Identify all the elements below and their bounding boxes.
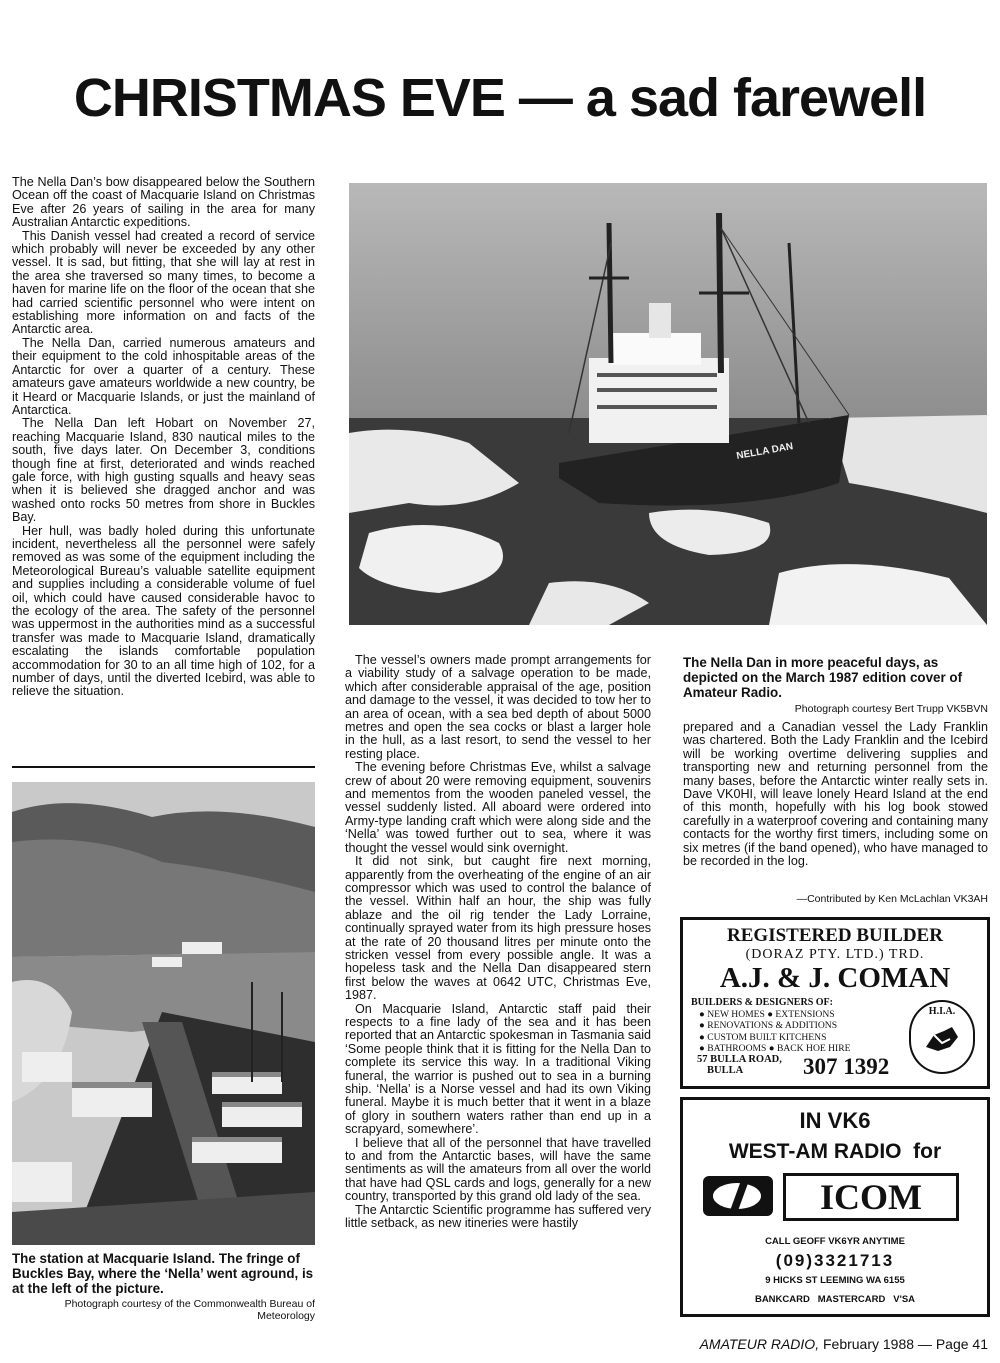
- paragraph: The vessel’s owners made prompt arrangements for a viability study of a salvage operation to be made, which after considerable appraisal of the age, position and damage to the vessel, it was decided to tow her to an area of ocean, with a sea bed depth of about 5000 metres and open the sea cocks or blast a larger hole in the hull, as a last resort, to send the vessel to her resting place.: [345, 653, 651, 761]
- paragraph: The Antarctic Scientific programme has suffered very little setback, as new itineries were hastily: [345, 1202, 651, 1231]
- service-item: ● NEW HOMES ● EXTENSIONS: [699, 1009, 835, 1020]
- advert-call-line: CALL GEOFF VK6YR ANYTIME: [765, 1236, 905, 1247]
- paragraph: This Danish vessel had created a record of service which probably will never be exceeded by any other vessel. It is sad, but fitting, that she will lay at rest in the area she traversed so many times, to become a haven for marine life on the floor of the ocean that she had carried scientific personnel who were intent on establishing more information on and facts of the Antarctic area.: [12, 228, 315, 337]
- advert-company: (DORAZ PTY. LTD.) TRD.: [745, 947, 925, 962]
- headline: CHRISTMAS EVE — a sad farewell: [73, 68, 927, 128]
- paragraph: On Macquarie Island, Antarctic staff paid their respects to a fine lady of the sea and it has been reported that an Antarctic spokesman in Tasmania said ‘Some people think that it is fitting for the Nella Dan to complete its service this way. In a traditional Viking funeral, the warrior is pushed out to sea in a burning ship. ‘Nella’ is a Norse vessel and had its own Viking funeral. Maybe it is much better that it went in a blaze of glory in southern waters rather than end up in a scrapyard, somewhere’.: [345, 1001, 651, 1137]
- paragraph: I believe that all of the personnel that have travelled to and from the Antarctic bases, will have the same sentiments as will the amateurs from all over the world that have had QSL cards and logs, generally for a new country, transported by this grand old lady of the sea.: [345, 1135, 651, 1204]
- advert-tagline: BUILDERS & DESIGNERS OF:: [691, 997, 833, 1008]
- handshake-icon: [922, 1017, 962, 1057]
- icom-brand: ICOM: [783, 1173, 959, 1221]
- paragraph: It did not sink, but caught fire next morning, apparently from the overheating of the engine of an air compressor which was used to control the balance of the vessel. Within half an hour, the ship was fully ablaze and the oil rig tender the Lady Lorraine, continually sprayed water from its high pressure hoses at the rate of 20 thousand litres per minute onto the stricken vessel from every possible angle. It was a hopeless task and the Nella Dan disappeared stern first below the waves at 0642 UTC, Christmas Eve, 1987.: [345, 854, 651, 1003]
- radio-dealer-advert: [680, 1097, 990, 1317]
- ship-hull-name: NELLA DAN: [735, 441, 795, 462]
- advert-cards: BANKCARD MASTERCARD V'SA: [754, 1294, 916, 1305]
- article-column-2: [345, 654, 651, 1230]
- hia-badge-label: H.I.A.: [928, 1006, 956, 1017]
- paragraph: prepared and a Canadian vessel the Lady Franklin was chartered. Both the Lady Franklin and the Icebird will be working overtime delivering supplies and transporting new and returning personnel from the many bases, before the Antarctic winter really sets in. Dave VK0HI, will leave lonely Heard Island at the end of this month, hopefully with his log book stowed carefully in a waterproof covering and containing many contacts for the worthy first timers, including some on six metres (if the band opened), who have managed to be recorded in the log.: [683, 720, 988, 869]
- icom-symbol-icon: [703, 1176, 773, 1216]
- advert-dealer-phone: (09)3321713: [775, 1251, 895, 1270]
- advert-phone: 307 1392: [803, 1054, 890, 1079]
- article-column-1: [12, 176, 315, 699]
- advert-address: [697, 1054, 782, 1076]
- icom-logo: [683, 1172, 987, 1222]
- service-item: ● CUSTOM BUILT KITCHENS: [699, 1031, 827, 1043]
- service-item: ● BATHROOMS ● BACK HOE HIRE: [699, 1042, 851, 1054]
- ship-photo: [349, 183, 987, 625]
- builder-advert: [680, 917, 990, 1089]
- ship-photo-caption: The Nella Dan in more peaceful days, as depicted on the March 1987 edition cover of Amateur Radio.: [683, 655, 963, 700]
- paragraph: The Nella Dan’s bow disappeared below the Southern Ocean off the coast of Macquarie Island on Christmas Eve after 26 years of sailing in the area for many Australian Antarctic expeditions.: [12, 175, 315, 230]
- paragraph: The evening before Christmas Eve, whilst a salvage crew of about 20 were removing equipment, souvenirs and mementos from the wooden paneled vessel, the vessel suddenly listed. All aboard were ordered into Army-type landing craft which were along side and the ‘Nella’ was towed further out to sea, where it was thought the vessel would sink overnight.: [345, 760, 651, 855]
- footer-page-number: Page 41: [935, 1336, 988, 1352]
- article-column-3: [683, 721, 988, 868]
- advert-dealer-address: 9 HICKS ST LEEMING WA 6155: [765, 1275, 905, 1286]
- byline: —Contributed by Ken McLachlan VK3AH: [796, 893, 988, 905]
- address-line: BULLA: [707, 1065, 744, 1076]
- page-footer: [700, 1336, 988, 1352]
- advert-region: IN VK6: [799, 1108, 871, 1133]
- advert-services: [699, 1009, 851, 1054]
- station-photo: [12, 782, 315, 1245]
- advert-builder-name: A.J. & J. COMAN: [719, 962, 951, 994]
- footer-magazine: AMATEUR RADIO,: [699, 1336, 820, 1352]
- hia-badge: [909, 1000, 975, 1074]
- footer-date: February 1988 —: [822, 1336, 932, 1352]
- paragraph: The Nella Dan left Hobart on November 27, reaching Macquarie Island, 830 nautical miles to the south, five days later. On December 3, conditions though fine at first, deteriorated and winds reached gale force, with high gusting squalls and heavy seas when it is believed she dragged anchor and was washed onto rocks 50 metres from shore in Buckles Bay.: [12, 416, 315, 525]
- column-divider: [12, 766, 315, 768]
- service-item: ● RENOVATIONS & ADDITIONS: [699, 1020, 838, 1032]
- ship-photo-credit: Photograph courtesy Bert Trupp VK5BVN: [794, 703, 988, 715]
- advert-dealer-name: WEST-AM RADIO for: [728, 1140, 942, 1163]
- address-line: 57 BULLA ROAD,: [697, 1054, 782, 1065]
- station-photo-credit: Photograph courtesy of the Commonwealth Bureau of Meteorology: [64, 1298, 315, 1322]
- paragraph: The Nella Dan, carried numerous amateurs and their equipment to the cold inhospitable areas of the Antarctic for over a quarter of a century. These amateurs gave amateurs worldwide a new country, be it Heard or Macquarie Islands, or just the mainland of Antarctica.: [12, 335, 315, 417]
- paragraph: Her hull, was badly holed during this unfortunate incident, nevertheless all the personnel were safely removed as was some of the equipment including the Meteorological Bureau’s valuable satellite equipment and supplies including a considerable volume of fuel oil, which could have caused considerable havoc to the ecology of the area. The safety of the personnel was uppermost in the authorities mind as a successful transfer was made to Macquarie Island, dramatically escalating the islands comfortable population accommodation for 30 to an all time high of 102, for a number of days, until the diverted Icebird, was able to relieve the situation.: [12, 523, 315, 699]
- station-photo-caption: The station at Macquarie Island. The fringe of Buckles Bay, where the ‘Nella’ went aground, is at the left of the picture.: [12, 1251, 314, 1296]
- advert-heading: REGISTERED BUILDER: [727, 925, 943, 946]
